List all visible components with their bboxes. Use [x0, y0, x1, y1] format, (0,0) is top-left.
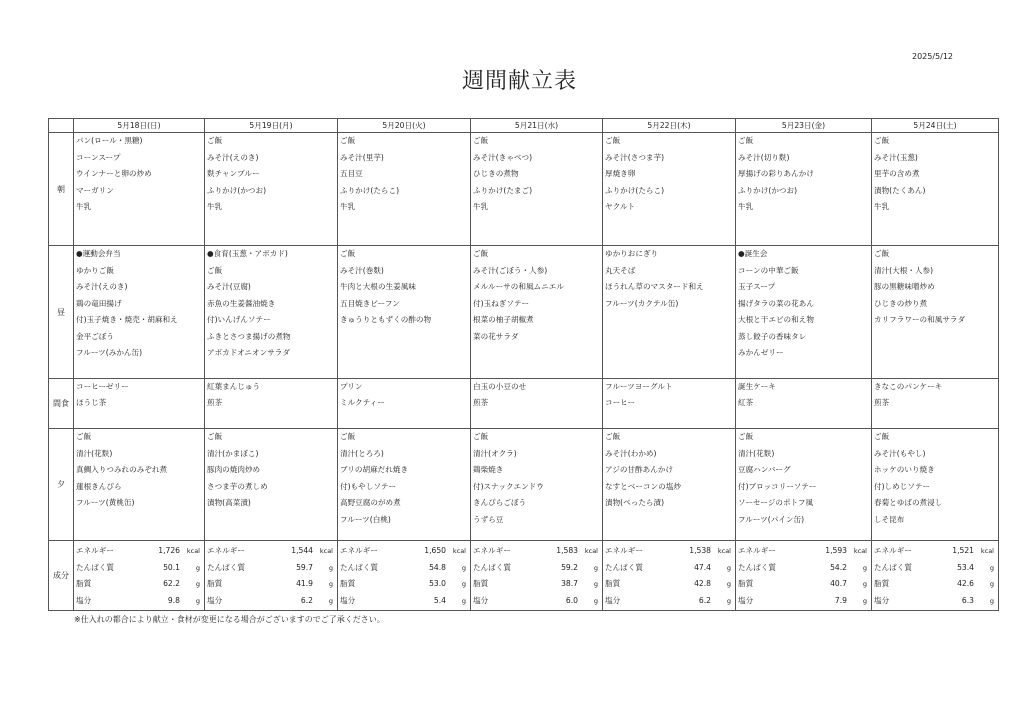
nutrient-unit: g: [328, 596, 333, 605]
footnote: ※仕入れの都合により献立・食材が変更になる場合がございますのでご了承ください。: [74, 615, 385, 624]
menu-item: 豚の黒糖味噌炒め: [874, 282, 935, 291]
nutrient-unit: g: [461, 596, 466, 605]
nutrient-name: エネルギー: [76, 546, 114, 555]
nutrient-name: エネルギー: [738, 546, 776, 555]
menu-item: 煎茶: [874, 398, 890, 407]
menu-item: 牛乳: [738, 202, 754, 211]
menu-item: ほうじ茶: [76, 398, 107, 407]
menu-item: 煎茶: [473, 398, 489, 407]
menu-cell: [338, 246, 471, 379]
menu-cell: [338, 429, 471, 541]
nutrient-name: たんぱく質: [874, 562, 912, 572]
nutrition-item: [74, 560, 204, 577]
menu-item: みそ汁(もやし): [874, 448, 926, 458]
menu-item: 鶏柴焼き: [473, 465, 504, 474]
nutrient-name: 塩分: [605, 595, 621, 605]
meal-row: [49, 379, 999, 429]
nutrient-unit: g: [989, 580, 994, 588]
nutrition-item: [74, 576, 204, 593]
nutrient-value: 59.7: [296, 562, 313, 572]
nutrition-item: [205, 593, 337, 610]
nutrition-item: [471, 543, 602, 560]
menu-cell: [603, 379, 736, 429]
menu-item: ヤクルト: [605, 202, 636, 211]
nutrition-label: 成分: [49, 541, 74, 611]
menu-cell: [603, 246, 736, 379]
nutrition-item: [74, 543, 204, 560]
menu-item: 大根と干エビの和え物: [738, 315, 814, 324]
nutrient-unit: g: [593, 563, 598, 572]
menu-item: ●誕生会: [738, 249, 768, 258]
menu-item: 白玉の小豆のせ: [473, 382, 527, 391]
nutrient-unit: g: [328, 580, 333, 588]
nutrient-unit: g: [593, 580, 598, 588]
menu-cell: [338, 133, 471, 246]
menu-cell: [872, 246, 999, 379]
menu-cell: [872, 379, 999, 429]
day-header: 5月24日(土): [872, 119, 999, 133]
menu-item: 清汁(とろろ): [340, 448, 384, 458]
menu-item: 丸天そば: [605, 265, 636, 275]
nutrient-value: 6.2: [698, 595, 711, 605]
nutrition-cell: [205, 541, 338, 611]
menu-item: ブリの胡麻だれ焼き: [340, 465, 409, 474]
menu-item: ホッケのいり焼き: [874, 465, 935, 474]
menu-item: 牛乳: [473, 202, 489, 211]
menu-item: フルーツ(カクテル缶): [605, 298, 679, 308]
menu-cell: [338, 379, 471, 429]
menu-item: ご飯: [340, 249, 356, 258]
nutrition-item: [736, 576, 871, 593]
menu-item: コーンの中華ご飯: [738, 265, 799, 275]
nutrition-row: [49, 541, 999, 611]
menu-cell: [736, 379, 872, 429]
menu-item: ご飯: [874, 432, 890, 441]
nutrition-item: [205, 543, 337, 560]
menu-item: 牛乳: [340, 202, 356, 211]
menu-item: ご飯: [340, 432, 356, 441]
menu-cell: [471, 379, 603, 429]
nutrient-name: 脂質: [207, 579, 223, 588]
nutrient-unit: g: [726, 563, 731, 572]
menu-item: ご飯: [76, 432, 92, 441]
nutrient-value: 1,583: [556, 546, 578, 555]
day-header: 5月18日(日): [74, 119, 205, 133]
nutrient-name: たんぱく質: [340, 562, 378, 572]
menu-item: ひじきの煮物: [473, 169, 519, 178]
nutrient-value: 53.4: [957, 562, 974, 572]
nutrition-item: [736, 593, 871, 610]
nutrient-name: 脂質: [738, 579, 754, 588]
nutrient-unit: g: [328, 563, 333, 572]
menu-item: みそ汁(えのき): [207, 152, 259, 162]
issue-date: 2025/5/12: [912, 52, 954, 61]
nutrient-unit: kcal: [853, 547, 867, 555]
nutrition-item: [872, 543, 998, 560]
menu-item: ひじきの炒り煮: [874, 298, 928, 308]
nutrient-name: 塩分: [207, 595, 223, 605]
nutrient-unit: g: [195, 580, 200, 588]
menu-item: ミルクティー: [340, 398, 385, 407]
nutrient-unit: kcal: [980, 547, 994, 555]
nutrient-value: 38.7: [561, 579, 578, 588]
nutrition-item: [872, 560, 998, 577]
nutrition-cell: [603, 541, 736, 611]
menu-item: ご飯: [605, 432, 621, 441]
menu-item: コーヒー: [605, 398, 636, 407]
menu-item: ご飯: [473, 432, 489, 441]
menu-item: みそ汁(ごぼう・人参): [473, 265, 548, 275]
nutrient-name: 脂質: [473, 579, 489, 588]
nutrient-value: 54.2: [830, 562, 847, 572]
menu-item: 煎茶: [207, 398, 223, 407]
nutrient-value: 50.1: [163, 562, 180, 572]
menu-item: 揚げタラの菜の花あん: [738, 298, 814, 308]
nutrient-value: 9.8: [167, 595, 180, 605]
menu-item: 誕生ケーキ: [738, 382, 776, 391]
nutrient-unit: kcal: [717, 547, 731, 555]
menu-item: 春菊とゆばの煮浸し: [874, 498, 943, 507]
menu-item: 清汁(花麩): [76, 448, 113, 458]
menu-item: コーヒーゼリー: [76, 382, 129, 391]
meal-label: 間食: [49, 379, 74, 429]
nutrient-value: 6.0: [565, 595, 578, 605]
nutrient-value: 1,726: [158, 546, 180, 555]
nutrient-name: 塩分: [738, 595, 754, 605]
menu-item: 付)もやしソテー: [340, 481, 397, 491]
menu-cell: [603, 133, 736, 246]
header-row: [49, 119, 999, 133]
day-header: 5月19日(月): [205, 119, 338, 133]
menu-item: 麩チャンプルー: [207, 169, 260, 178]
menu-item: 付)ブロッコリーソテー: [738, 481, 817, 491]
nutrition-item: [872, 576, 998, 593]
menu-table: [48, 118, 999, 611]
menu-item: 清汁(大根・人参): [874, 265, 934, 275]
nutrient-name: たんぱく質: [207, 562, 245, 572]
menu-cell: [872, 133, 999, 246]
menu-item: なすとベーコンの塩炒: [605, 481, 681, 491]
nutrient-value: 41.9: [296, 579, 313, 588]
menu-item: 牛乳: [76, 202, 92, 211]
nutrient-unit: g: [461, 580, 466, 588]
menu-item: 根菜の柚子胡椒煮: [473, 315, 534, 324]
menu-item: うずら豆: [473, 514, 504, 524]
nutrition-cell: [74, 541, 205, 611]
menu-item: ウインナーと卵の炒め: [76, 169, 152, 178]
nutrient-value: 1,544: [291, 546, 313, 555]
menu-item: ふりかけ(たらこ): [605, 185, 665, 195]
menu-item: 牛肉と大根の生姜風味: [340, 282, 416, 291]
nutrition-item: [872, 593, 998, 610]
menu-item: ソーセージのポトフ風: [738, 498, 814, 507]
menu-item: 蒸し餃子の香味タレ: [738, 331, 807, 341]
nutrient-name: エネルギー: [874, 546, 912, 555]
menu-item: フルーツ(黄桃缶): [76, 498, 135, 507]
nutrient-value: 40.7: [830, 579, 847, 588]
nutrient-name: 塩分: [76, 595, 92, 605]
menu-item: ●運動会弁当: [76, 249, 121, 258]
menu-cell: [471, 133, 603, 246]
nutrient-value: 1,521: [952, 546, 974, 555]
nutrient-value: 62.2: [163, 579, 180, 588]
menu-item: ●食育(玉葱・アボカド): [207, 249, 288, 258]
nutrition-item: [338, 543, 470, 560]
menu-item: フルーツ(パイン缶): [738, 514, 805, 524]
nutrient-value: 5.4: [433, 595, 446, 605]
nutrient-value: 1,593: [825, 546, 847, 555]
menu-item: 豚肉の焼肉炒め: [207, 465, 261, 474]
nutrient-name: エネルギー: [207, 546, 245, 555]
nutrition-item: [603, 576, 735, 593]
nutrition-item: [74, 593, 204, 610]
menu-cell: [205, 379, 338, 429]
menu-item: みそ汁(巻麩): [340, 265, 384, 275]
meal-row: [49, 246, 999, 379]
menu-item: ふきとさつま揚げの煮物: [207, 331, 291, 341]
menu-item: ご飯: [874, 136, 890, 145]
menu-item: ふりかけ(かつお): [738, 185, 798, 195]
menu-item: ゆかりご飯: [76, 265, 114, 275]
nutrition-item: [603, 593, 735, 610]
menu-item: みそ汁(わかめ): [605, 448, 657, 458]
menu-item: アジの甘酢あんかけ: [605, 465, 674, 474]
nutrient-name: エネルギー: [340, 546, 378, 555]
menu-item: みそ汁(玉葱): [874, 152, 918, 162]
menu-item: 紅茶: [738, 398, 754, 407]
nutrient-name: たんぱく質: [605, 562, 643, 572]
menu-item: 清汁(かまぼこ): [207, 448, 259, 458]
nutrient-unit: g: [461, 563, 466, 572]
menu-item: マーガリン: [76, 185, 114, 195]
nutrition-item: [736, 560, 871, 577]
menu-cell: [736, 133, 872, 246]
nutrient-value: 1,650: [424, 546, 446, 555]
nutrient-value: 42.6: [957, 579, 974, 588]
nutrition-cell: [872, 541, 999, 611]
menu-item: ご飯: [738, 432, 754, 441]
menu-item: ご飯: [473, 249, 489, 258]
meal-row: [49, 429, 999, 541]
menu-item: アボカドオニオンサラダ: [207, 348, 290, 357]
day-header: 5月22日(木): [603, 119, 736, 133]
nutrient-value: 53.0: [429, 579, 446, 588]
nutrient-unit: g: [726, 580, 731, 588]
nutrient-value: 47.4: [694, 562, 711, 572]
menu-cell: [74, 379, 205, 429]
menu-item: フルーツ(みかん缶): [76, 348, 143, 357]
nutrient-unit: kcal: [186, 547, 200, 555]
nutrition-item: [205, 576, 337, 593]
menu-item: 高野豆腐のがめ煮: [340, 498, 401, 507]
nutrient-name: エネルギー: [473, 546, 511, 555]
menu-item: ふりかけ(かつお): [207, 185, 267, 195]
day-header: 5月20日(火): [338, 119, 471, 133]
menu-item: 玉子スープ: [738, 282, 776, 291]
nutrient-name: 脂質: [605, 579, 621, 588]
menu-item: ご飯: [473, 136, 489, 145]
nutrient-value: 54.8: [429, 562, 446, 572]
nutrient-name: 脂質: [874, 579, 890, 588]
nutrition-cell: [471, 541, 603, 611]
nutrient-unit: kcal: [452, 547, 466, 555]
nutrition-item: [603, 560, 735, 577]
nutrient-value: 7.9: [834, 595, 847, 605]
menu-item: ご飯: [207, 265, 223, 275]
nutrition-item: [736, 543, 871, 560]
menu-cell: [205, 429, 338, 541]
nutrient-name: たんぱく質: [76, 562, 114, 572]
nutrient-unit: kcal: [584, 547, 598, 555]
nutrient-value: 59.2: [561, 562, 578, 572]
nutrient-name: 塩分: [874, 595, 890, 605]
nutrient-name: 脂質: [340, 579, 356, 588]
menu-item: 金平ごぼう: [76, 331, 114, 341]
menu-item: 漬物(たくあん): [874, 185, 926, 195]
menu-item: 付)スナックエンドウ: [473, 481, 544, 491]
menu-item: カリフラワーの和風サラダ: [874, 315, 966, 324]
menu-item: 鶏の竜田揚げ: [76, 298, 122, 308]
menu-cell: [736, 429, 872, 541]
nutrition-item: [603, 543, 735, 560]
nutrition-cell: [338, 541, 471, 611]
day-header: 5月23日(金): [736, 119, 872, 133]
menu-item: 付)しめじソテー: [874, 481, 931, 491]
menu-item: フルーツ(白桃): [340, 514, 391, 524]
nutrient-value: 6.2: [300, 595, 313, 605]
menu-cell: [471, 246, 603, 379]
nutrition-item: [205, 560, 337, 577]
menu-item: 厚揚げの彩りあんかけ: [738, 169, 814, 178]
menu-item: きゅうりともずくの酢の物: [340, 315, 432, 324]
menu-item: 漬物(高菜漬): [207, 498, 251, 507]
menu-item: ご飯: [874, 249, 890, 258]
nutrition-item: [471, 560, 602, 577]
menu-item: ほうれん草のマスタード和え: [605, 282, 704, 291]
menu-item: ご飯: [340, 136, 356, 145]
meal-label: 昼: [49, 246, 74, 379]
nutrient-unit: g: [195, 563, 200, 572]
menu-item: みそ汁(えのき): [76, 282, 128, 291]
nutrient-name: エネルギー: [605, 546, 643, 555]
menu-item: フルーツヨーグルト: [605, 382, 673, 391]
menu-cell: [74, 429, 205, 541]
menu-cell: [603, 429, 736, 541]
menu-cell: [471, 429, 603, 541]
nutrient-name: 塩分: [340, 595, 356, 605]
menu-item: メルルーサの和風ムニエル: [473, 282, 564, 291]
menu-item: 里芋の含め煮: [874, 169, 920, 178]
menu-item: 付)玉子焼き・焼売・胡麻和え: [76, 315, 178, 324]
menu-cell: [872, 429, 999, 541]
menu-item: きんぴらごぼう: [473, 498, 527, 507]
menu-item: みそ汁(里芋): [340, 152, 384, 162]
nutrient-unit: g: [862, 580, 867, 588]
menu-item: 菜の花サラダ: [473, 331, 519, 341]
menu-item: プリン: [340, 382, 363, 391]
menu-item: きなこのパンケーキ: [874, 382, 943, 391]
menu-item: 清汁(花麩): [738, 448, 775, 458]
nutrition-item: [338, 593, 470, 610]
menu-item: コーンスープ: [76, 152, 121, 162]
nutrient-value: 1,538: [689, 546, 711, 555]
nutrient-unit: g: [989, 563, 994, 572]
menu-item: ご飯: [738, 136, 754, 145]
nutrient-unit: g: [862, 563, 867, 572]
menu-cell: [74, 133, 205, 246]
meal-label: 夕: [49, 429, 74, 541]
menu-item: 豆腐ハンバーグ: [738, 465, 791, 474]
menu-cell: [74, 246, 205, 379]
nutrition-cell: [736, 541, 872, 611]
menu-item: 紅葉まんじゅう: [207, 382, 261, 391]
corner-cell: [49, 119, 74, 133]
nutrient-unit: g: [195, 596, 200, 605]
menu-item: みかんゼリー: [738, 348, 784, 357]
menu-item: みそ汁(切り麩): [738, 152, 790, 162]
menu-item: 付)いんげんソテー: [207, 315, 271, 324]
menu-item: 牛乳: [874, 202, 890, 211]
menu-item: ご飯: [207, 136, 223, 145]
menu-item: ご飯: [605, 136, 621, 145]
meal-label: 朝: [49, 133, 74, 246]
menu-item: 厚焼き卵: [605, 169, 636, 178]
menu-item: みそ汁(さつま芋): [605, 152, 665, 162]
menu-item: 漬物(べったら漬): [605, 498, 665, 507]
menu-item: 付)玉ねぎソテー: [473, 298, 530, 308]
day-header: 5月21日(水): [471, 119, 603, 133]
nutrient-unit: g: [989, 596, 994, 605]
nutrient-unit: kcal: [319, 547, 333, 555]
nutrient-name: たんぱく質: [738, 562, 776, 572]
nutrient-value: 6.3: [961, 595, 974, 605]
menu-item: みそ汁(豆腐): [207, 282, 251, 291]
menu-item: 五目豆: [340, 169, 363, 178]
menu-item: ご飯: [207, 432, 223, 441]
nutrition-item: [338, 576, 470, 593]
menu-item: 清汁(オクラ): [473, 448, 517, 458]
nutrient-name: 塩分: [473, 595, 489, 605]
menu-item: さつま芋の煮しめ: [207, 481, 268, 491]
menu-item: しそ昆布: [874, 514, 905, 524]
nutrient-value: 42.8: [694, 579, 711, 588]
nutrition-item: [338, 560, 470, 577]
menu-item: みそ汁(きゃべつ): [473, 152, 533, 162]
nutrient-name: たんぱく質: [473, 562, 511, 572]
nutrient-name: 脂質: [76, 579, 92, 588]
menu-item: パン(ロール・黒糖): [76, 136, 143, 145]
menu-item: 真鯛入りつみれのみぞれ煮: [76, 465, 168, 474]
menu-item: 五目焼きビーフン: [340, 298, 400, 308]
menu-item: ふりかけ(たらこ): [340, 185, 400, 195]
menu-item: 蓮根きんぴら: [76, 481, 122, 491]
menu-cell: [205, 133, 338, 246]
menu-item: 赤魚の生姜醤油焼き: [207, 298, 276, 308]
menu-item: ふりかけ(たまご): [473, 185, 533, 195]
menu-cell: [205, 246, 338, 379]
nutrition-item: [471, 593, 602, 610]
menu-item: ゆかりおにぎり: [605, 249, 659, 258]
menu-item: 牛乳: [207, 202, 223, 211]
nutrition-item: [471, 576, 602, 593]
menu-cell: [736, 246, 872, 379]
nutrient-unit: g: [593, 596, 598, 605]
meal-row: [49, 133, 999, 246]
nutrient-unit: g: [726, 596, 731, 605]
nutrient-unit: g: [862, 596, 867, 605]
